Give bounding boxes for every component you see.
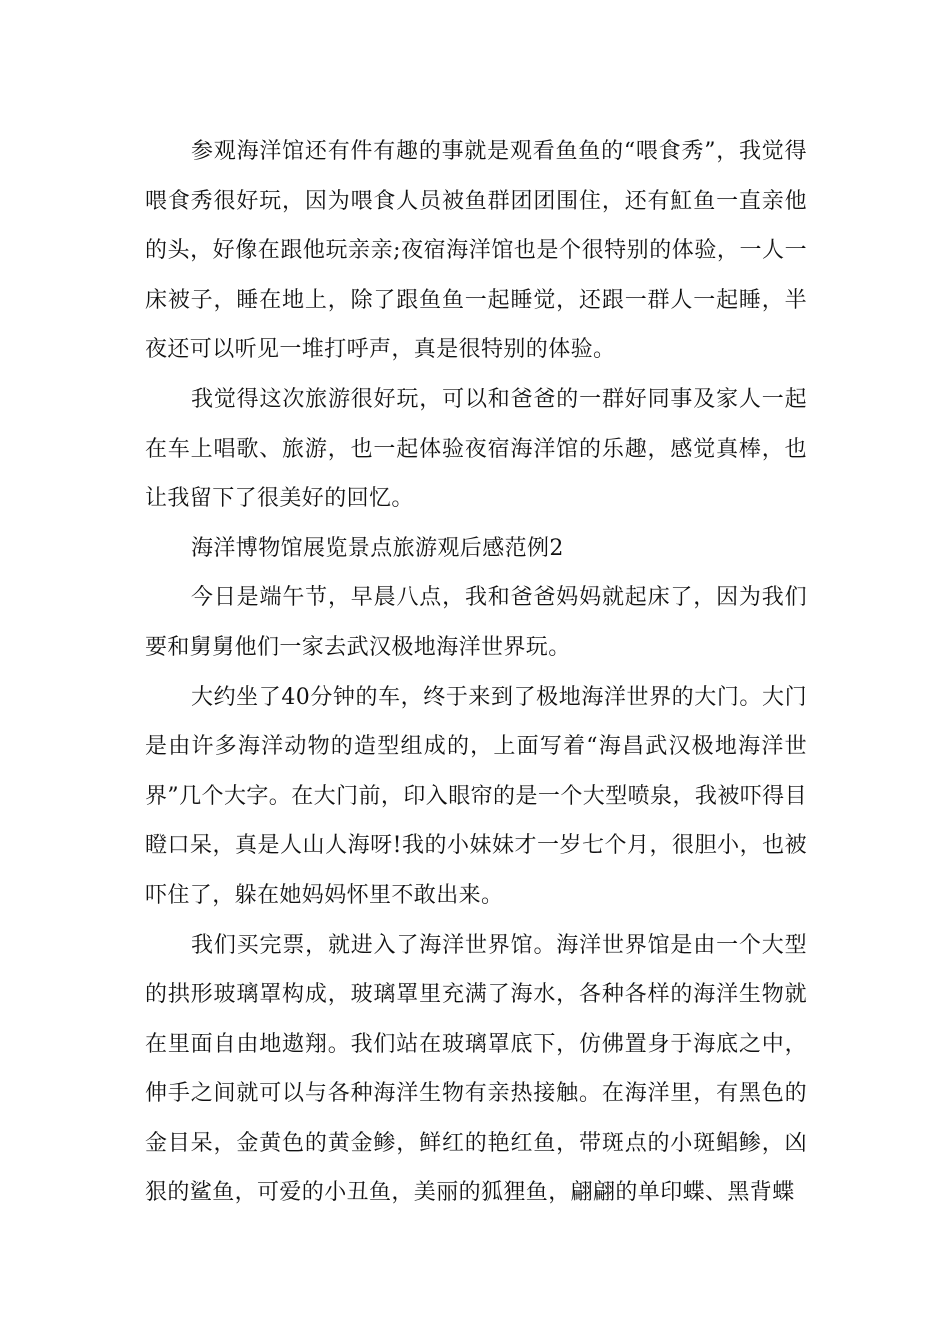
paragraph-ocean-hall: 我们买完票，就进入了海洋世界馆。海洋世界馆是由一个大型的拱形玻璃罩构成，玻璃罩里充满了海水，各种各样的海洋生物就在里面自由地遨翔。我们站在玻璃罩底下，仿佛置身于海底之中，伸手之间就可以与各种海洋生物有亲热接触。在海洋里，有黑色的金目呆，金黄色的黄金鲹，鲜红的艳红鱼，带斑点的小斑鲳鲹，凶狠的鲨鱼，可爱的小丑鱼，美丽的狐狸鱼，翩翩的单印蝶、黑背蝶 — [145, 932, 807, 1206]
paragraph-feeding-show: 参观海洋馆还有件有趣的事就是观看鱼鱼的“喂食秀”，我觉得喂食秀很好玩，因为喂食人员被鱼群团团围住，还有魟鱼一直亲他的头，好像在跟他玩亲亲;夜宿海洋馆也是个很特别的体验，一人一床被子，睡在地上，除了跟鱼鱼一起睡觉，还跟一群人一起睡，半夜还可以听见一堆打呼声，真是很特别的体验。 — [145, 139, 807, 363]
paragraph-main-gate: 大约坐了40分钟的车，终于来到了极地海洋世界的大门。大门是由许多海洋动物的造型组成的，上面写着“海昌武汉极地海洋世界”几个大字。在大门前，印入眼帘的是一个大型喷泉，我被吓得目瞪口呆，真是人山人海呀!我的小妹妹才一岁七个月，很胆小，也被吓住了，躲在她妈妈怀里不敢出来。 — [145, 684, 807, 908]
section-heading: 海洋博物馆展览景点旅游观后感范例2 — [191, 535, 564, 561]
paragraph-dragon-boat-day: 今日是端午节，早晨八点，我和爸爸妈妈就起床了，因为我们要和舅舅他们一家去武汉极地海洋世界玩。 — [145, 585, 807, 660]
document-body — [145, 127, 807, 1218]
paragraph-trip-summary: 我觉得这次旅游很好玩，可以和爸爸的一群好同事及家人一起在车上唱歌、旅游，也一起体验夜宿海洋馆的乐趣，感觉真棒，也让我留下了很美好的回忆。 — [145, 386, 807, 512]
